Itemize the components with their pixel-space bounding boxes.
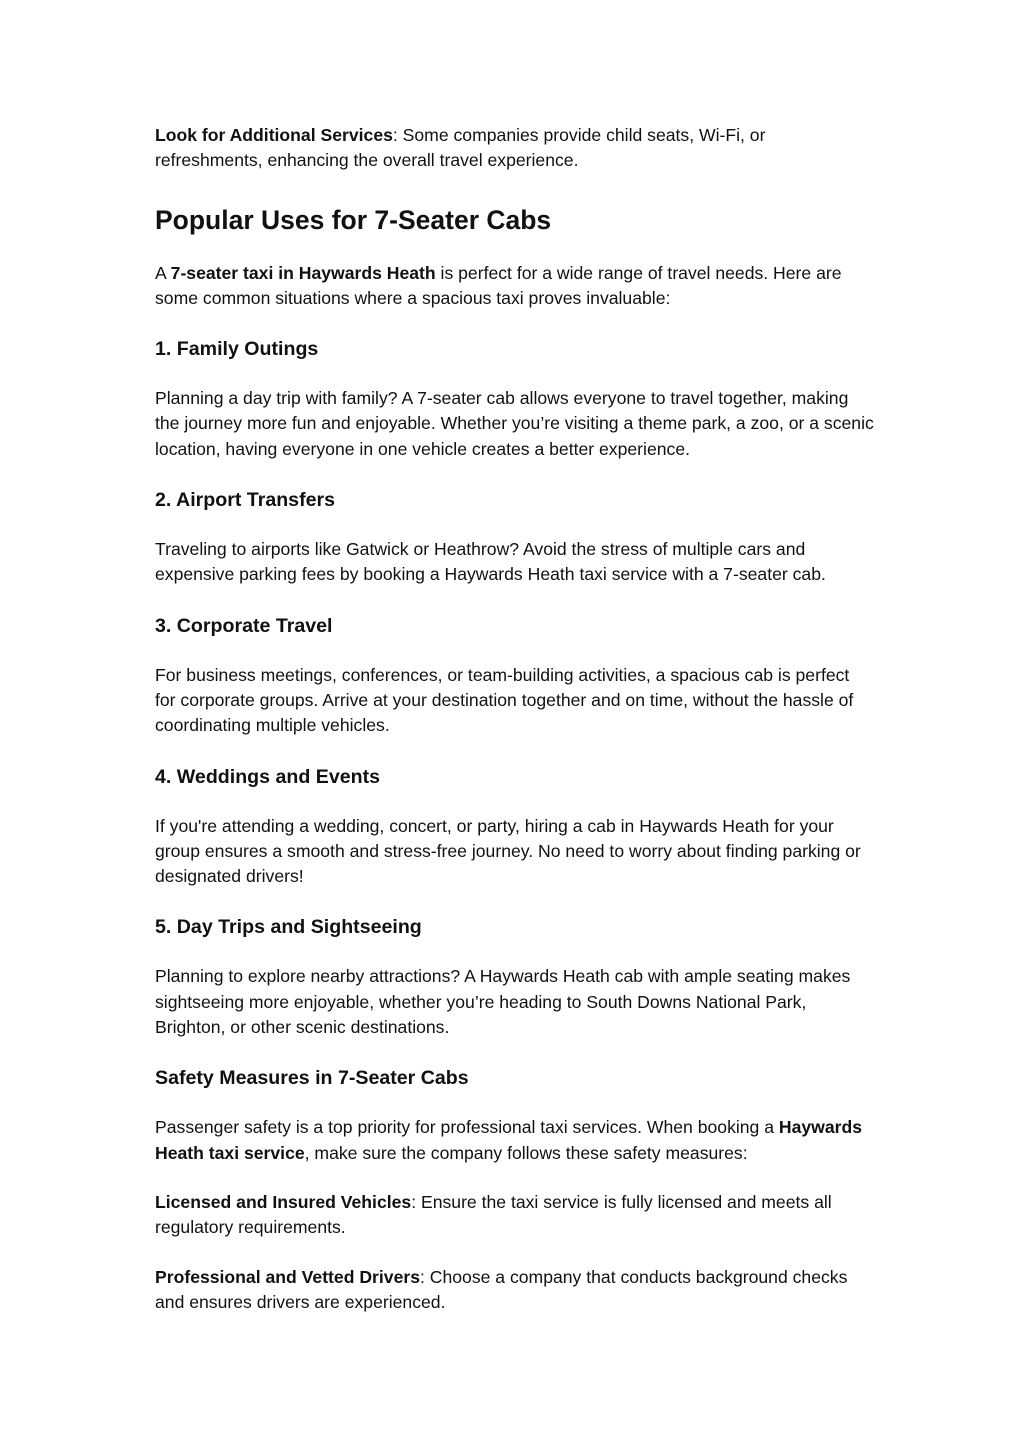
intro-paragraph xyxy=(155,123,874,174)
safety-item-term: Professional and Vetted Drivers xyxy=(155,1266,420,1287)
use-text-corporate-travel: For business meetings, conferences, or team-building activities, a spacious cab is perfect for corporate groups. Arrive at your destination together and on time, without the hassle of coordinating multiple vehicles. xyxy=(155,664,854,736)
use-heading-family-outings: 1. Family Outings xyxy=(155,338,319,361)
safety-lead-post: , make sure the company follows these safety measures: xyxy=(304,1142,748,1163)
use-heading-day-trips: 5. Day Trips and Sightseeing xyxy=(155,916,422,939)
safety-item-term: Licensed and Insured Vehicles xyxy=(155,1191,412,1212)
safety-item-drivers xyxy=(155,1265,874,1316)
popular-lead-paragraph xyxy=(155,261,874,312)
intro-text: : Some companies provide child seats, Wi-Fi, or refreshments, enhancing the overall travel experience. xyxy=(155,125,766,171)
safety-measures-heading: Safety Measures in 7-Seater Cabs xyxy=(155,1067,469,1090)
popular-lead-post: is perfect for a wide range of travel needs. Here are some common situations where a spacious taxi proves invaluable: xyxy=(155,262,842,308)
intro-term: Look for Additional Services xyxy=(155,125,393,145)
use-text-family-outings: Planning a day trip with family? A 7-seater cab allows everyone to travel together, making the journey more fun and enjoyable. Whether you’re visiting a theme park, a zoo, or a scenic location, having everyone in one vehicle creates a better experience. xyxy=(155,388,874,459)
use-heading-airport-transfers: 2. Airport Transfers xyxy=(155,489,336,512)
use-text-airport-transfers: Traveling to airports like Gatwick or Heathrow? Avoid the stress of multiple cars and expensive parking fees by booking a Haywards Heath taxi service with a 7-seater cab. xyxy=(155,539,826,585)
safety-item-text: : Ensure the taxi service is fully licensed and meets all regulatory requirements. xyxy=(155,1191,832,1238)
use-text-weddings-events: If you're attending a wedding, concert, or party, hiring a cab in Haywards Heath for your group ensures a smooth and stress-free journey. No need to worry about finding parking or designated drivers! xyxy=(155,815,861,887)
use-heading-corporate-travel: 3. Corporate Travel xyxy=(155,614,333,637)
safety-item-text: : Choose a company that conducts background checks and ensures drivers are experienced. xyxy=(155,1266,848,1312)
popular-uses-heading: Popular Uses for 7-Seater Cabs xyxy=(155,204,552,235)
popular-lead-pre: A xyxy=(155,262,171,283)
safety-lead-paragraph xyxy=(155,1115,874,1166)
safety-item-licensed xyxy=(155,1190,874,1241)
use-heading-weddings-events: 4. Weddings and Events xyxy=(155,765,381,788)
popular-lead-bold: 7-seater taxi in Haywards Heath xyxy=(170,262,436,283)
use-text-day-trips: Planning to explore nearby attractions? A Haywards Heath cab with ample seating makes sightseeing more enjoyable, whether you’re heading to South Downs National Park, Brighton, or other scenic destinations. xyxy=(155,966,851,1038)
safety-lead-bold: Haywards Heath taxi service xyxy=(155,1117,863,1163)
safety-lead-pre: Passenger safety is a top priority for professional taxi services. When booking a xyxy=(155,1117,779,1138)
